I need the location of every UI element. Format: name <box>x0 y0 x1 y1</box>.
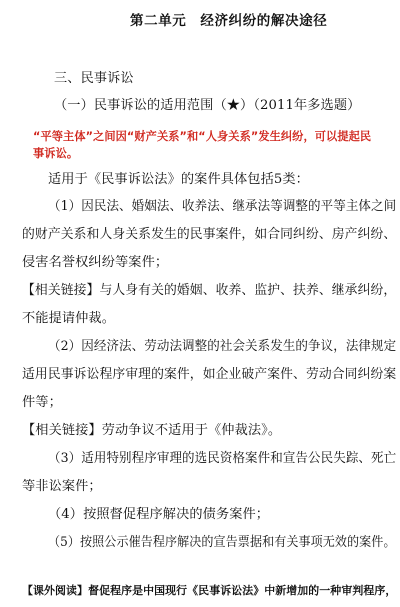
related-link-1-line-1: 【相关链接】与人身有关的婚姻、收养、监护、扶养、继承纠纷， <box>22 283 397 298</box>
item-2-line-1: （2）因经济法、劳动法调整的社会关系发生的争议，法律规定 <box>48 339 397 354</box>
related-link-1-line-2: 不能提请仲裁。 <box>22 311 116 326</box>
item-3-line-1: （3）适用特别程序审理的选民资格案件和宣告公民失踪、死亡 <box>48 451 397 466</box>
highlight-note-line-1: “平等主体”之间因“财产关系”和“人身关系”发生纠纷，可以提起民 <box>33 130 372 143</box>
item-3-line-2: 等非讼案件； <box>22 479 102 494</box>
highlight-note-line-2: 事诉讼。 <box>33 147 79 160</box>
item-4: （4）按照督促程序解决的债务案件； <box>48 507 270 522</box>
title-unit: 第二单元 <box>130 13 187 29</box>
item-5: （5）按照公示催告程序解决的宣告票据和有关事项无效的案件。 <box>48 535 396 550</box>
item-1-line-1: （1）因民法、婚姻法、收养法、继承法等调整的平等主体之间 <box>48 199 397 214</box>
intro-paragraph: 适用于《民事诉讼法》的案件具体包括5类： <box>48 172 309 187</box>
section-heading: 三、民事诉讼 <box>54 71 134 86</box>
extra-reading-note: 【课外阅读】督促程序是中国现行《民事诉讼法》中新增加的一种审判程序， <box>22 584 397 597</box>
page-title <box>130 13 327 29</box>
item-1-line-3: 侵害名誉权纠纷等案件； <box>22 255 169 270</box>
item-1-line-2: 的财产关系和人身关系发生的民事案件，如合同纠纷、房产纠纷、 <box>22 227 397 242</box>
title-topic: 经济纠纷的解决途径 <box>200 13 328 29</box>
related-link-2: 【相关链接】劳动争议不适用于《仲裁法》。 <box>22 423 282 438</box>
item-2-line-2: 适用民事诉讼程序审理的案件，如企业破产案件、劳动合同纠纷案 <box>22 367 397 382</box>
subsection-heading: （一）民事诉讼的适用范围（★）（2011年多选题） <box>54 98 361 113</box>
item-2-line-3: 件等； <box>22 395 62 410</box>
